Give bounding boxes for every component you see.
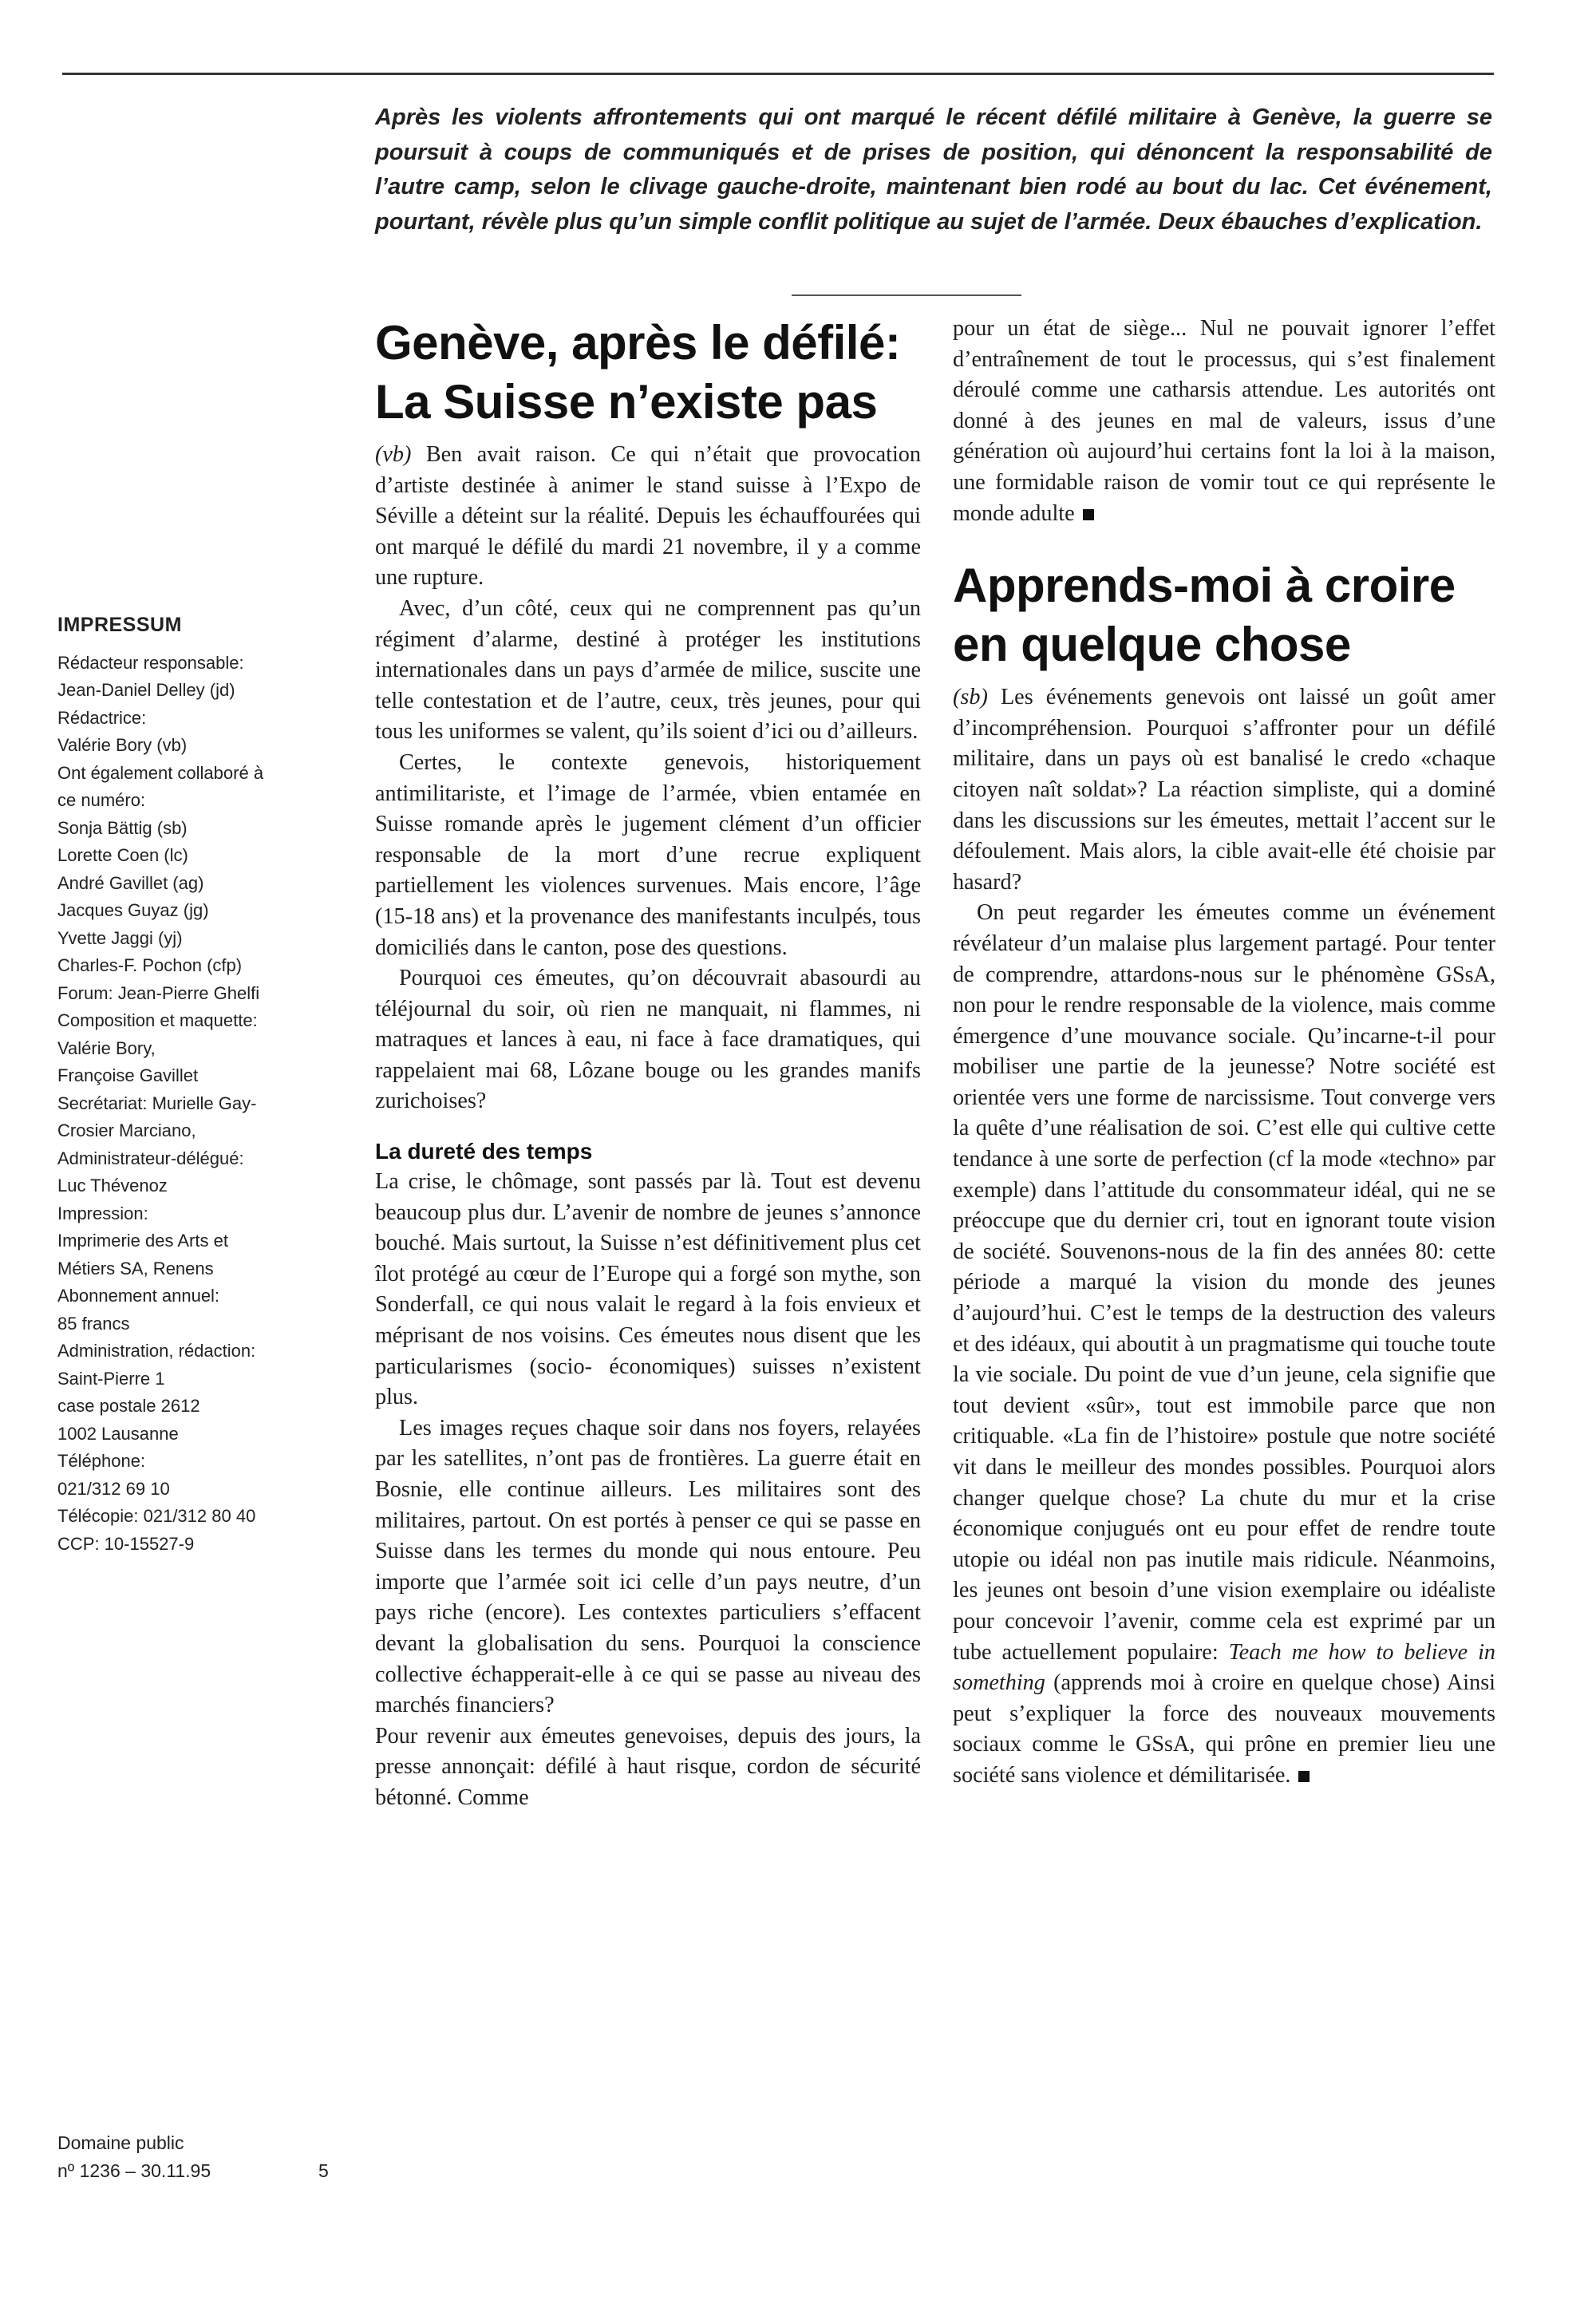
- end-mark: [1298, 1771, 1310, 1782]
- impressum-line: Impression:: [57, 1203, 148, 1223]
- article1-paragraph: Avec, d’un côté, ceux qui ne comprennent pas qu’un régiment d’alarme, destiné à protéger les institutions internationales dans un pays d’armée de milice, suscite une telle contestation et de l’autre, ceux, très jeunes, pour qui tous les uniformes se valent, qu’ils soient d’ici ou d’ailleurs.: [375, 595, 921, 745]
- impressum-line: Jacques Guyaz (jg): [57, 900, 209, 920]
- article1-paragraph: (vb) Ben avait raison. Ce qui n’était que provocation d’artiste destinée à animer le stand suisse à l’Expo de Séville a déteint sur la réalité. Depuis les échauffourées qui ont marqué le défilé du mardi 21 novembre, il y a comme une rupture.: [375, 442, 921, 591]
- article1-paragraph: La crise, le chômage, sont passés par là. Tout est devenu beaucoup plus dur. L’avenir de nombre de jeunes s’annonce bouché. Mais surtout, la Suisse n’est définitivement plus cet îlot protégé au cœur de l’Europe qui a forgé son mythe, son Sonderfall, ce qui nous valait le regard à la fois envieux et méprisant de nos voisins. Ces émeutes nous disent que les particularismes (socio- économiques) suisses n’existent plus.: [375, 1169, 921, 1410]
- article1-paragraph: Pourquoi ces émeutes, qu’on découvrait abasourdi au téléjournal du soir, où rien ne manquait, ni flammes, ni matraques et lances à eau, ni face à face dramatiques, qui rappelaient mai 68, Lôzane bouge ou les grandes manifs zurichoises?: [375, 966, 921, 1114]
- impressum-line: Luc Thévenoz: [57, 1176, 168, 1195]
- song-title: Teach me how to believe in something: [953, 1639, 1495, 1696]
- impressum-line: Rédacteur responsable:: [57, 652, 244, 673]
- publication-name: Domaine public: [57, 2132, 184, 2153]
- article1-paragraph: Les images reçues chaque soir dans nos foyers, relayées par les satellites, n’ont pas de frontières. La guerre était en Bosnie, elle continue ailleurs. Les militaires sont des militaires, partout. On est portés à penser ce qui se passe en Suisse dans les termes du monde qui nous entoure. Peu importe que l’armée soit ici celle d’un pays neutre, d’un pays riche (encore). Les contextes particuliers s’effacent devant la globalisation du sens. Pourquoi la conscience collective échapperait-elle à ce qui se passe au niveau des marchés financiers?: [375, 1415, 921, 1718]
- impressum-line: Rédactrice:: [57, 707, 147, 728]
- impressum-line: Métiers SA, Renens: [57, 1258, 214, 1278]
- article2-headline: [953, 556, 1495, 674]
- impressum-line: Yvette Jaggi (yj): [57, 927, 183, 948]
- impressum-line: CCP: 10-15527-9: [57, 1533, 195, 1554]
- impressum-line: Valérie Bory,: [57, 1037, 156, 1058]
- article2-author: (sb): [953, 685, 988, 710]
- impressum-line: 1002 Lausanne: [57, 1423, 179, 1444]
- impressum-line: 85 francs: [57, 1313, 130, 1334]
- top-rule: [62, 73, 1494, 75]
- impressum-line: Valérie Bory (vb): [57, 735, 188, 755]
- impressum: [57, 611, 345, 1558]
- article2-title-line2: en quelque chose: [953, 618, 1351, 672]
- article1-paragraph: pour un état de siège... Nul ne pouvait ignorer l’effet d’entraînement de tout le processus, qui s’est finalement déroulé comme une catharsis attendue. Les autorités ont donné à des jeunes en mal de valeurs, issus d’une génération où aujourd’hui certains font la loi à la maison, une formidable raison de vomir tout ce qui représente le monde adulte: [953, 316, 1495, 526]
- article2-paragraph: On peut regarder les émeutes comme un événement révélateur d’un malaise plus largement partagé. Pour tenter de comprendre, attardons-nous sur le phénomène GSsA, non pour le rendre responsable de la violence, mais comme émergence d’une mouvance sociale. Qu’incarne-t-il pour mobiliser une partie de la jeunesse? Notre société est orientée vers une forme de narcissisme. Tout converge vers la quête d’une réalisation de soi. C’est elle qui cultive cette tendance à une sorte de perfection (cf la mode «techno» par exemple) dans l’attitude du consommateur idéal, qui ne se préoccupe que du dernier cri, tout en ignorant toute vision de société. Souvenons-nous de la fin des années 80: cette période a marqué la vision du monde des jeunes d’aujourd’hui. C’est le temps de la destruction des valeurs et des idéaux, qui aboutit à un pragmatisme qui touche toute la vie sociale. Du point de vue d’un jeune, cela signifie que tout devient «sûr», tout est immobile parce que non critiquable. «La fin de l’histoire» postule que notre société vit dans le meilleur des mondes possibles. Pourquoi alors changer quelque chose? La chute du mur et la crise économique conjugués ont eu pour effet de rendre toute utopie ou idéal non pas inutile mais ridicule. Néanmoins, les jeunes ont besoin d’une vision exemplaire ou idéaliste pour concevoir l’avenir, comme cela est exprimé par un tube actuellement populaire: Teach me how to believe in something (apprends moi à croire en quelque chose) Ainsi peut s’expliquer la force des nouveaux mouvements sociaux comme le GSsA, qui prône en premier lieu une société sans violence et démilitarisée.: [953, 900, 1495, 1788]
- impressum-line: Charles-F. Pochon (cfp): [57, 955, 243, 975]
- article1-author: (vb): [375, 442, 412, 467]
- article1-headline: [375, 314, 921, 432]
- impressum-title: IMPRESSUM: [57, 614, 182, 636]
- impressum-line: Abonnement annuel:: [57, 1286, 220, 1306]
- article1-paragraph: Certes, le contexte genevois, historiquement antimilitariste, et l’image de l’armée, vbien entamée en Suisse romande après le jugement clément d’un officier responsable de la mort d’une recrue expliquent partiellement les violences survenues. Mais encore, l’âge (15-18 ans) et la provenance des manifestants inculpés, tous domiciliés dans le canton, pose des questions.: [375, 749, 921, 960]
- impressum-line: Jean-Daniel Delley (jd): [57, 680, 235, 700]
- impressum-line: Françoise Gavillet: [57, 1065, 199, 1085]
- article1-title-line1: Genève, après le défilé:: [375, 316, 901, 370]
- impressum-line: Téléphone:: [57, 1451, 146, 1471]
- impressum-line: Secrétariat: Murielle Gay-: [57, 1093, 257, 1113]
- impressum-line: Administrateur-délégué:: [57, 1148, 244, 1168]
- issue-info: nº 1236 – 30.11.95: [57, 2160, 211, 2181]
- article1-column: [375, 314, 921, 1814]
- article1-subhead: La dureté des temps: [375, 1139, 593, 1164]
- impressum-line: Administration, rédaction:: [57, 1341, 256, 1361]
- impressum-line: Ont également collaboré à: [57, 762, 264, 783]
- article2-title-line1: Apprends-moi à croire: [953, 559, 1456, 613]
- end-mark: [1083, 509, 1094, 520]
- separator-rule: [792, 294, 1021, 296]
- impressum-line: Télécopie: 021/312 80 40: [57, 1506, 256, 1526]
- article1-paragraph: Pour revenir aux émeutes genevoises, depuis des jours, la presse annonçait: défilé à haut risque, cordon de sécurité bétonné. Comme: [375, 1723, 921, 1810]
- impressum-lines: [57, 650, 345, 1559]
- page-number: 5: [318, 2160, 329, 2181]
- impressum-line: Saint-Pierre 1: [57, 1368, 165, 1389]
- article1-title-line2: La Suisse n’existe pas: [375, 375, 878, 429]
- impressum-line: ce numéro:: [57, 790, 146, 810]
- impressum-line: Sonja Bättig (sb): [57, 817, 188, 838]
- impressum-line: 021/312 69 10: [57, 1478, 170, 1499]
- impressum-line: Imprimerie des Arts et: [57, 1231, 228, 1251]
- intro-text: Après les violents affrontements qui ont marqué le récent défilé militaire à Genève, la guerre se poursuit à coups de communiqués et de prises de position, qui dénoncent la responsabilité de l’autre camp, selon le clivage gauche-droite, maintenant bien rodé au bout du lac. Cet événement, pourtant, révèle plus qu’un simple conflit politique au sujet de l’armée. Deux ébauches d’explication.: [375, 105, 1492, 235]
- article2-paragraph: (sb) Les événements genevois ont laissé un goût amer d’incompréhension. Pourquoi s’affronter pour un défilé militaire, dans un pays où est banalisé le credo «chaque citoyen naît soldat»? La réaction simpliste, qui a dominé dans les discussions sur les émeutes, mettait l’accent sur le défoulement. Mais alors, la cible avait-elle été choisie par hasard?: [953, 685, 1495, 895]
- impressum-line: Composition et maquette:: [57, 1010, 258, 1030]
- impressum-line: André Gavillet (ag): [57, 872, 204, 893]
- impressum-line: Forum: Jean-Pierre Ghelfi: [57, 982, 260, 1003]
- impressum-line: Crosier Marciano,: [57, 1120, 196, 1140]
- impressum-line: case postale 2612: [57, 1396, 200, 1416]
- right-column: [953, 314, 1495, 1792]
- impressum-line: Lorette Coen (lc): [57, 845, 188, 865]
- footer: [57, 2129, 345, 2185]
